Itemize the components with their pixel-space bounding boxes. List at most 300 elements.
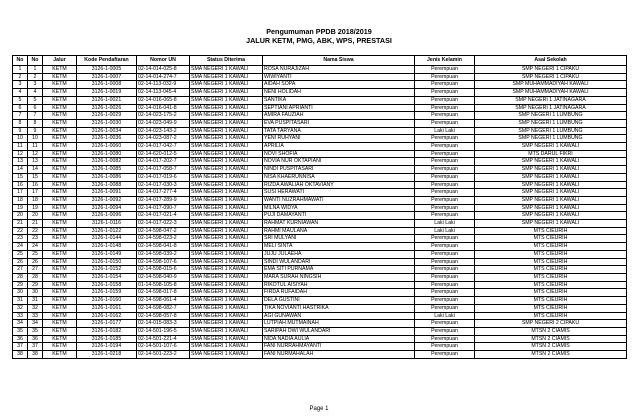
col-jenis-kelamin-cell: Perempuan <box>415 66 475 74</box>
col-no-cell: 25 <box>13 250 28 258</box>
col-nomor-un-cell: 02-14-023-143-2 <box>137 127 190 135</box>
col-nama-cell: SEPTIANI APRIANTI <box>263 104 415 112</box>
col-jalur-cell: KETM <box>43 181 77 189</box>
col-no-cell: 8 <box>13 119 28 127</box>
col-status-cell: SMA NEGERI 1 KAWALI <box>190 289 263 297</box>
col-no-2-cell: 2 <box>28 73 43 81</box>
col-kode-cell: 3126-1-0194 <box>77 343 137 351</box>
col-jenis-kelamin-cell: Perempuan <box>415 104 475 112</box>
col-kode-cell: 3126-1-0144 <box>77 235 137 243</box>
col-jenis-kelamin-cell: Perempuan <box>415 143 475 151</box>
col-jalur-cell: KETM <box>43 327 77 335</box>
col-no-2-cell: 7 <box>28 112 43 120</box>
table-row <box>13 150 627 158</box>
col-asal-sekolah-cell: SMP NEGERI 1 CIPAKU <box>475 73 627 81</box>
col-no-cell: 18 <box>13 196 28 204</box>
col-asal-sekolah-cell: MTS CIEURIH <box>475 250 627 258</box>
col-status-cell: SMA NEGERI 1 KAWALI <box>190 235 263 243</box>
col-no-cell: 4 <box>13 89 28 97</box>
page-number: Page 1 <box>309 406 329 412</box>
col-jenis-kelamin-cell: Perempuan <box>415 112 475 120</box>
col-no-2-cell: 6 <box>28 104 43 112</box>
col-no-2-cell: 13 <box>28 158 43 166</box>
col-nama-cell: YENI RUHYANI <box>263 135 415 143</box>
col-nomor-un-cell: 02-14-017-202-7 <box>137 158 190 166</box>
col-nama-cell: NISA KHAERUNNISA <box>263 173 415 181</box>
col-nomor-un-cell: 02-14-501-221-4 <box>137 335 190 343</box>
col-kode-cell: 3126-1-0154 <box>77 273 137 281</box>
col-nomor-un-cell: 02-14-016-065-8 <box>137 96 190 104</box>
col-no-cell: 7 <box>13 112 28 120</box>
col-nama-cell: RAHMAT KURNIAWAN <box>263 220 415 228</box>
col-jalur-cell: KETM <box>43 343 77 351</box>
col-jenis-kelamin-cell: Perempuan <box>415 289 475 297</box>
col-no-2-cell: 17 <box>28 189 43 197</box>
table-row <box>13 335 627 343</box>
col-nomor-un-cell: 02-14-023-049-9 <box>137 119 190 127</box>
col-nama-cell: RIZDA AWALIAH OKTAVIANY <box>263 181 415 189</box>
col-jalur-cell: KETM <box>43 119 77 127</box>
col-kode-cell: 3126-1-0092 <box>77 196 137 204</box>
table-row <box>13 96 627 104</box>
col-no-cell: 29 <box>13 281 28 289</box>
col-status-cell: SMA NEGERI 1 KAWALI <box>190 320 263 328</box>
col-no-2-cell: 32 <box>28 304 43 312</box>
col-jalur-cell: KETM <box>43 312 77 320</box>
col-no-2-cell: 38 <box>28 351 43 359</box>
col-jenis-kelamin-cell: Perempuan <box>415 281 475 289</box>
col-jenis-kelamin-cell: Perempuan <box>415 181 475 189</box>
col-nama-cell: AIDAH SOPA <box>263 81 415 89</box>
table-header-row <box>13 56 627 66</box>
col-asal-sekolah-cell: SMP NEGERI 1 KAWALI <box>475 189 627 197</box>
col-kode-cell: 3126-1-0182 <box>77 327 137 335</box>
col-jenis-kelamin-cell: Perempuan <box>415 327 475 335</box>
table-row <box>13 304 627 312</box>
table-body <box>13 66 627 359</box>
col-nama-cell: FIRDA RUFAIDAH <box>263 289 415 297</box>
col-no-2-cell: 12 <box>28 150 43 158</box>
col-status-cell: SMA NEGERI 1 KAWALI <box>190 112 263 120</box>
col-nomor-un-cell: 02-14-598-023-2 <box>137 235 190 243</box>
col-kode-cell: 3126-1-0088 <box>77 181 137 189</box>
col-no-cell: 21 <box>13 220 28 228</box>
col-asal-sekolah-cell: SMP NEGERI 1 LUMBUNG <box>475 127 627 135</box>
col-no-cell: 16 <box>13 181 28 189</box>
col-nama-cell: SANTIKA <box>263 96 415 104</box>
col-jenis-kelamin-cell: Perempuan <box>415 343 475 351</box>
col-nama-cell: WIWIYANTI <box>263 73 415 81</box>
col-no-cell: 19 <box>13 204 28 212</box>
col-no-cell: 32 <box>13 304 28 312</box>
col-jalur-cell: KETM <box>43 150 77 158</box>
col-kode-cell: 3126-1-0158 <box>77 281 137 289</box>
col-no-2-cell: 29 <box>28 281 43 289</box>
col-no-2-cell: 27 <box>28 266 43 274</box>
col-asal-sekolah-cell: SMP NEGERI 1 JATINAGARA <box>475 104 627 112</box>
col-asal-sekolah-cell: SMP MUHAMMADIYAH KAWALI <box>475 81 627 89</box>
col-nama-cell: MILNA WIDYA <box>263 204 415 212</box>
col-no-2-cell: 20 <box>28 212 43 220</box>
col-no-cell: 9 <box>13 127 28 135</box>
col-asal-sekolah-cell: SMP NEGERI 1 KAWALI <box>475 158 627 166</box>
col-jenis-kelamin-header: Jenis Kelamin <box>415 56 475 66</box>
col-no-2-cell: 11 <box>28 143 43 151</box>
col-nomor-un-cell: 02-14-501-223-2 <box>137 351 190 359</box>
col-no-2-cell: 24 <box>28 243 43 251</box>
col-kode-cell: 3126-1-0060 <box>77 143 137 151</box>
col-asal-sekolah-cell: SMP NEGERI 1 KAWALI <box>475 143 627 151</box>
col-jalur-cell: KETM <box>43 320 77 328</box>
col-no-cell: 26 <box>13 258 28 266</box>
col-nomor-un-cell: 02-14-598-040-9 <box>137 273 190 281</box>
col-asal-sekolah-cell: MTS CIEURIH <box>475 281 627 289</box>
col-jalur-cell: KETM <box>43 127 77 135</box>
col-no-cell: 31 <box>13 297 28 305</box>
col-kode-cell: 3126-1-0030 <box>77 119 137 127</box>
col-jalur-cell: KETM <box>43 351 77 359</box>
col-asal-sekolah-cell: SMP NEGERI 1 LUMBUNG <box>475 135 627 143</box>
table-row <box>13 112 627 120</box>
col-nama-cell: AGI GUNAWAN <box>263 312 415 320</box>
col-asal-sekolah-cell: MTSN 2 CIAMIS <box>475 335 627 343</box>
col-no-cell: 34 <box>13 320 28 328</box>
col-asal-sekolah-cell: SMP NEGERI 1 LUMBUNG <box>475 112 627 120</box>
col-jalur-cell: KETM <box>43 297 77 305</box>
col-nomor-un-cell: 02-14-620-012-5 <box>137 150 190 158</box>
col-jalur-cell: KETM <box>43 235 77 243</box>
col-nama-cell: AMIRA FAUZIAH <box>263 112 415 120</box>
col-jenis-kelamin-cell: Perempuan <box>415 258 475 266</box>
col-status-cell: SMA NEGERI 1 KAWALI <box>190 89 263 97</box>
col-nomor-un-cell: 02-14-113-032-9 <box>137 81 190 89</box>
col-kode-cell: 3126-1-0007 <box>77 73 137 81</box>
col-jalur-cell: KETM <box>43 220 77 228</box>
col-nama-cell: LUTPIAH MUTMAINAH <box>263 320 415 328</box>
col-jenis-kelamin-cell: Perempuan <box>415 150 475 158</box>
col-no-cell: 6 <box>13 104 28 112</box>
col-jalur-cell: KETM <box>43 189 77 197</box>
col-kode-cell: 3126-1-0094 <box>77 204 137 212</box>
col-jalur-cell: KETM <box>43 212 77 220</box>
col-jalur-cell: KETM <box>43 173 77 181</box>
col-status-cell: SMA NEGERI 1 KAWALI <box>190 166 263 174</box>
col-asal-sekolah-cell: MTS CIEURIH <box>475 235 627 243</box>
col-no-cell: 27 <box>13 266 28 274</box>
col-no-cell: 30 <box>13 289 28 297</box>
col-nama-cell: APRILIA <box>263 143 415 151</box>
col-jalur-cell: KETM <box>43 250 77 258</box>
col-jenis-kelamin-cell: Perempuan <box>415 304 475 312</box>
col-status-cell: SMA NEGERI 1 KAWALI <box>190 335 263 343</box>
col-no-2-cell: 33 <box>28 312 43 320</box>
col-status-cell: SMA NEGERI 1 KAWALI <box>190 297 263 305</box>
table-row <box>13 289 627 297</box>
table-row <box>13 258 627 266</box>
col-status-cell: SMA NEGERI 1 KAWALI <box>190 212 263 220</box>
col-jalur-cell: KETM <box>43 304 77 312</box>
col-no-cell: 38 <box>13 351 28 359</box>
col-no-cell: 17 <box>13 189 28 197</box>
col-status-cell: SMA NEGERI 1 KAWALI <box>190 343 263 351</box>
col-kode-cell: 3126-1-0029 <box>77 112 137 120</box>
col-jenis-kelamin-cell: Perempuan <box>415 89 475 97</box>
col-nomor-un-cell: 02-14-598-061-4 <box>137 297 190 305</box>
col-asal-sekolah-cell: MTSN 2 CIAMIS <box>475 327 627 335</box>
col-status-cell: SMA NEGERI 1 KAWALI <box>190 119 263 127</box>
col-nama-cell: EMA SITI PURNAMA <box>263 266 415 274</box>
col-nomor-un-cell: 02-14-598-107-6 <box>137 258 190 266</box>
col-nomor-un-cell: 02-14-017-058-7 <box>137 166 190 174</box>
col-asal-sekolah-cell: MTS CIEURIH <box>475 312 627 320</box>
col-no-cell: 5 <box>13 96 28 104</box>
col-nomor-un-cell: 02-14-017-289-9 <box>137 196 190 204</box>
col-no-2-cell: 31 <box>28 297 43 305</box>
col-asal-sekolah-cell: SMP NEGERI 1 KAWALI <box>475 166 627 174</box>
col-asal-sekolah-cell: SMP NEGERI 1 KAWALI <box>475 173 627 181</box>
col-asal-sekolah-cell: MTS CIEURIH <box>475 227 627 235</box>
table-row <box>13 204 627 212</box>
col-kode-cell: 3126-1-0008 <box>77 81 137 89</box>
col-jalur-cell: KETM <box>43 258 77 266</box>
col-status-cell: SMA NEGERI 1 KAWALI <box>190 196 263 204</box>
col-kode-cell: 3126-1-0177 <box>77 320 137 328</box>
col-jalur-cell: KETM <box>43 96 77 104</box>
col-no-cell: 35 <box>13 327 28 335</box>
col-nama-cell: MARA SURAH NINGSIH <box>263 273 415 281</box>
table-row <box>13 212 627 220</box>
col-nomor-un-cell: 02-14-501-196-5 <box>137 327 190 335</box>
col-no-2-cell: 3 <box>28 81 43 89</box>
col-no-cell: 10 <box>13 135 28 143</box>
table-row <box>13 343 627 351</box>
col-kode-cell: 3126-1-0152 <box>77 266 137 274</box>
table-row <box>13 104 627 112</box>
col-no-2-cell: 23 <box>28 235 43 243</box>
table-row <box>13 351 627 359</box>
col-jenis-kelamin-cell: Laki Laki <box>415 127 475 135</box>
col-status-cell: SMA NEGERI 1 KAWALI <box>190 266 263 274</box>
col-no-cell: 2 <box>13 73 28 81</box>
col-kode-cell: 3126-1-0026 <box>77 104 137 112</box>
col-no-2-cell: 34 <box>28 320 43 328</box>
col-asal-sekolah-cell: MTS CIEURIH <box>475 297 627 305</box>
col-asal-sekolah-cell: MTS CIEURIH <box>475 289 627 297</box>
col-nomor-un-cell: 02-14-598-047-2 <box>137 227 190 235</box>
col-jalur-cell: KETM <box>43 335 77 343</box>
col-no-2-cell: 22 <box>28 227 43 235</box>
table-row <box>13 143 627 151</box>
col-kode-cell: 3126-1-0091 <box>77 189 137 197</box>
col-status-cell: SMA NEGERI 1 KAWALI <box>190 227 263 235</box>
col-nama-cell: RAHMI MAULANA <box>263 227 415 235</box>
col-kode-cell: 3126-1-0160 <box>77 297 137 305</box>
col-kode-cell: 3126-1-0149 <box>77 250 137 258</box>
col-jalur-cell: KETM <box>43 89 77 97</box>
col-no-2-cell: 36 <box>28 335 43 343</box>
col-nomor-un-cell: 02-14-598-017-8 <box>137 289 190 297</box>
col-jenis-kelamin-cell: Perempuan <box>415 158 475 166</box>
col-jenis-kelamin-cell: Perempuan <box>415 81 475 89</box>
col-nama-cell: JUJU JULAEHA <box>263 250 415 258</box>
col-jenis-kelamin-cell: Perempuan <box>415 204 475 212</box>
col-nomor-un-cell: 02-14-017-030-3 <box>137 181 190 189</box>
table-row <box>13 166 627 174</box>
col-asal-sekolah-cell: SMP NEGERI 1 KAWALI <box>475 212 627 220</box>
col-no-cell: 1 <box>13 66 28 74</box>
col-no-cell: 14 <box>13 166 28 174</box>
col-nama-cell: SARIPAH DWI WULANDARI <box>263 327 415 335</box>
col-no-2-cell: 4 <box>28 89 43 97</box>
col-jalur-cell: KETM <box>43 104 77 112</box>
col-status-cell: SMA NEGERI 1 KAWALI <box>190 351 263 359</box>
col-asal-sekolah-cell: MTS CIEURIH <box>475 258 627 266</box>
col-kode-cell: 3126-1-0096 <box>77 212 137 220</box>
col-nama-cell: NENI HOLIDAH <box>263 89 415 97</box>
col-nomor-un-cell: 02-14-017-277-4 <box>137 189 190 197</box>
col-jenis-kelamin-cell: Perempuan <box>415 250 475 258</box>
col-no-cell: 23 <box>13 235 28 243</box>
col-jalur-header: Jalur <box>43 56 77 66</box>
col-nama-cell: SINDI WULANDARI <box>263 258 415 266</box>
col-asal-sekolah-cell: MTS CIEURIH <box>475 266 627 274</box>
col-asal-sekolah-cell: SMP NEGERI 1 JATINAGARA <box>475 96 627 104</box>
table-row <box>13 189 627 197</box>
table-row <box>13 158 627 166</box>
col-asal-sekolah-cell: SMP NEGERI 1 KAWALI <box>475 220 627 228</box>
col-jenis-kelamin-cell: Perempuan <box>415 351 475 359</box>
col-no-cell: 22 <box>13 227 28 235</box>
table-row <box>13 312 627 320</box>
col-status-cell: SMA NEGERI 1 KAWALI <box>190 181 263 189</box>
col-nama-cell: FANI NURRAHMAYANTI <box>263 343 415 351</box>
col-nomor-un-cell: 02-14-598-082-7 <box>137 304 190 312</box>
col-status-cell: SMA NEGERI 1 KAWALI <box>190 150 263 158</box>
col-jenis-kelamin-cell: Perempuan <box>415 335 475 343</box>
col-jalur-cell: KETM <box>43 135 77 143</box>
col-asal-sekolah-cell: SMP NEGERI 1 CIPAKU <box>475 66 627 74</box>
col-no-2-cell: 25 <box>28 250 43 258</box>
col-nama-cell: TATA TARYANA <box>263 127 415 135</box>
col-jenis-kelamin-cell: Perempuan <box>415 235 475 243</box>
col-status-cell: SMA NEGERI 1 KAWALI <box>190 66 263 74</box>
col-no-2-cell: 14 <box>28 166 43 174</box>
col-no-cell: 36 <box>13 335 28 343</box>
col-kode-cell: 3126-1-0019 <box>77 89 137 97</box>
col-status-cell: SMA NEGERI 1 KAWALI <box>190 96 263 104</box>
col-jalur-cell: KETM <box>43 204 77 212</box>
col-no-2-cell: 18 <box>28 196 43 204</box>
col-kode-cell: 3126-1-0082 <box>77 158 137 166</box>
col-no-cell: 15 <box>13 173 28 181</box>
col-no-cell: 12 <box>13 150 28 158</box>
results-table <box>12 55 627 359</box>
col-nomor-un-cell: 02-14-017-090-7 <box>137 204 190 212</box>
col-no-2-cell: 1 <box>28 66 43 74</box>
col-kode-cell: 3126-1-0159 <box>77 289 137 297</box>
col-asal-sekolah-cell: MTS CIEURIH <box>475 304 627 312</box>
col-no-2-cell: 26 <box>28 258 43 266</box>
table-row <box>13 119 627 127</box>
col-jenis-kelamin-cell: Perempuan <box>415 119 475 127</box>
col-jalur-cell: KETM <box>43 289 77 297</box>
col-nomor-un-cell: 02-14-017-042-7 <box>137 143 190 151</box>
col-jenis-kelamin-cell: Perempuan <box>415 297 475 305</box>
col-no-cell: 3 <box>13 81 28 89</box>
col-nomor-un-cell: 02-14-017-021-4 <box>137 212 190 220</box>
table-row <box>13 127 627 135</box>
table-row <box>13 227 627 235</box>
col-kode-cell: 3126-1-0150 <box>77 258 137 266</box>
col-no-cell: 33 <box>13 312 28 320</box>
col-status-cell: SMA NEGERI 1 KAWALI <box>190 258 263 266</box>
col-kode-cell: 3126-1-0036 <box>77 135 137 143</box>
col-status-cell: SMA NEGERI 1 KAWALI <box>190 281 263 289</box>
col-jalur-cell: KETM <box>43 266 77 274</box>
col-nomor-un-cell: 02-14-023-087-2 <box>137 135 190 143</box>
col-jenis-kelamin-cell: Perempuan <box>415 212 475 220</box>
col-no-2-cell: 21 <box>28 220 43 228</box>
col-no-2-cell: 35 <box>28 327 43 335</box>
col-nama-cell: NOVI SHOFIA <box>263 150 415 158</box>
col-nama-cell: SUSI HERAWATI <box>263 189 415 197</box>
col-nama-cell: ROSA NURAJIZAH <box>263 66 415 74</box>
col-jenis-kelamin-cell: Perempuan <box>415 273 475 281</box>
col-status-cell: SMA NEGERI 1 KAWALI <box>190 243 263 251</box>
col-asal-sekolah-cell: MTSN 2 CIAMIS <box>475 351 627 359</box>
col-asal-sekolah-cell: MTSN 2 CIAMIS <box>475 343 627 351</box>
col-jenis-kelamin-cell: Perempuan <box>415 96 475 104</box>
col-no-cell: 20 <box>13 212 28 220</box>
col-jenis-kelamin-cell: Perempuan <box>415 135 475 143</box>
col-status-cell: SMA NEGERI 1 KAWALI <box>190 81 263 89</box>
col-nama-cell: NOVIA NUR OKTAPIANI <box>263 158 415 166</box>
col-jenis-kelamin-cell: Laki Laki <box>415 312 475 320</box>
col-asal-sekolah-cell: SMP MUHAMMADIYAH KAWALI <box>475 89 627 97</box>
table-row <box>13 73 627 81</box>
table-row <box>13 266 627 274</box>
col-status-cell: SMA NEGERI 1 KAWALI <box>190 73 263 81</box>
col-asal-sekolah-cell: MTS CIEURIH <box>475 273 627 281</box>
col-nama-header: Nama Siswa <box>263 56 415 66</box>
col-nomor-un-cell: 02-14-113-045-4 <box>137 89 190 97</box>
col-no-2-cell: 16 <box>28 181 43 189</box>
table-row <box>13 281 627 289</box>
table-row <box>13 243 627 251</box>
col-nomor-un-cell: 02-14-014-025-8 <box>137 66 190 74</box>
col-kode-cell: 3126-1-0021 <box>77 96 137 104</box>
col-status-cell: SMA NEGERI 1 KAWALI <box>190 220 263 228</box>
col-kode-cell: 3126-1-0148 <box>77 243 137 251</box>
col-status-cell: SMA NEGERI 1 KAWALI <box>190 312 263 320</box>
col-kode-cell: 3126-1-0080 <box>77 150 137 158</box>
col-no-header: No <box>13 56 28 66</box>
col-jalur-cell: KETM <box>43 143 77 151</box>
col-kode-cell: 3126-1-0034 <box>77 127 137 135</box>
col-nomor-un-cell: 02-14-598-057-8 <box>137 312 190 320</box>
col-no-2-cell: 9 <box>28 127 43 135</box>
col-nomor-un-cell: 02-14-016-041-8 <box>137 104 190 112</box>
col-asal-sekolah-cell: MTS CIEURIH <box>475 243 627 251</box>
col-nomor-un-cell: 02-14-017-022-3 <box>137 220 190 228</box>
col-jenis-kelamin-cell: Perempuan <box>415 189 475 197</box>
col-jalur-cell: KETM <box>43 243 77 251</box>
col-nama-cell: MELI SINTA <box>263 243 415 251</box>
col-nama-cell: RIKOTUL AISIYAH <box>263 281 415 289</box>
col-jalur-cell: KETM <box>43 281 77 289</box>
col-jalur-cell: KETM <box>43 66 77 74</box>
col-jalur-cell: KETM <box>43 81 77 89</box>
